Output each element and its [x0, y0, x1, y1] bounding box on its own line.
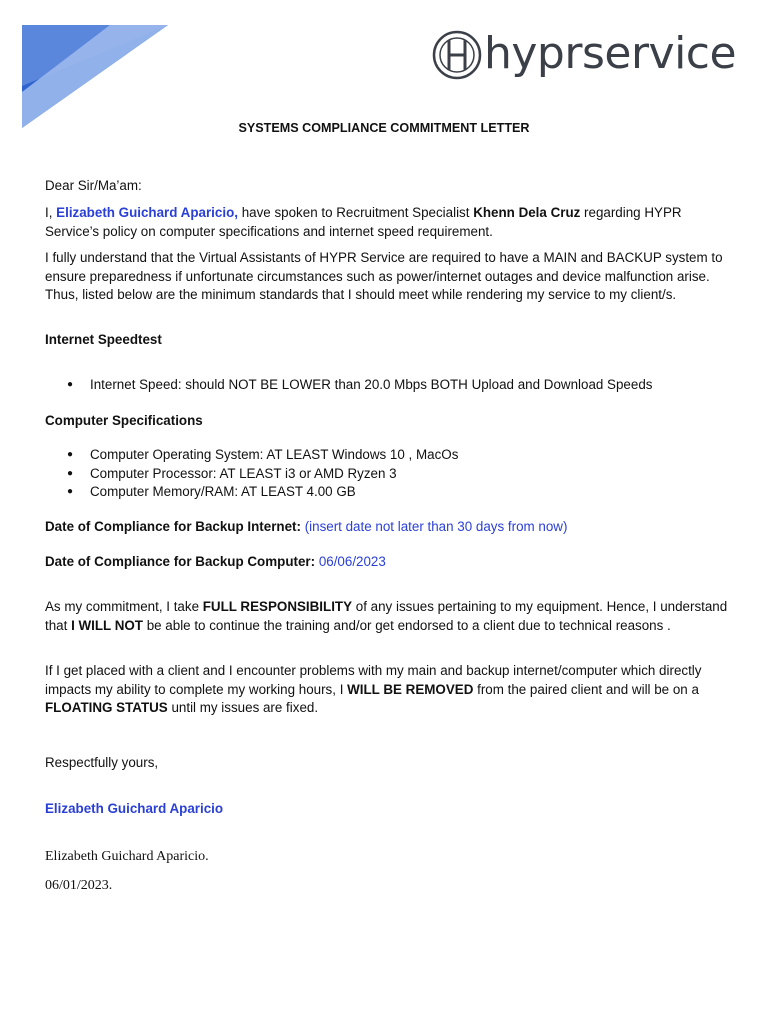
paragraph-consequence [45, 662, 735, 718]
backup-computer-label: Date of Compliance for Backup Computer: [45, 554, 316, 569]
brand-logo [432, 26, 762, 84]
list-item: ● Computer Operating System: AT LEAST Windows 10 , MacOs [45, 446, 725, 465]
computer-heading: Computer Specifications [45, 413, 203, 428]
paragraph-requirements: I fully understand that the Virtual Assistants of HYPR Service are required to have a MAIN and BACKUP system to ensure preparedness if unfortunate circumstances such as power/internet outages and device malfunction arise. Thus, listed below are the minimum standards that I should meet while rendering my service to my client/s. [45, 250, 723, 302]
p3-will-not: I WILL NOT [71, 617, 143, 633]
p1-mid: have spoken to Recruitment Specialist [237, 205, 474, 220]
signature-date: 06/01/2023. [45, 878, 113, 893]
p4-floating-status: FLOATING STATUS [45, 700, 168, 715]
paragraph-commitment [45, 598, 735, 635]
internet-list [45, 376, 725, 395]
p4-will-be-removed: WILL BE REMOVED [347, 681, 474, 697]
logo-wordmark [484, 28, 736, 80]
list-item: ● Computer Memory/RAM: AT LEAST 4.00 GB [45, 483, 725, 502]
backup-computer-value: 06/06/2023 [318, 554, 386, 569]
computer-list [45, 446, 725, 502]
list-item: ● Internet Speed: should NOT BE LOWER than 20.0 Mbps BOTH Upload and Download Speeds [45, 376, 725, 395]
p1-lead: I, [45, 205, 57, 220]
backup-computer-line [45, 553, 735, 572]
internet-heading: Internet Speedtest [45, 332, 162, 347]
applicant-name: Elizabeth Guichard Aparicio, [56, 205, 238, 220]
greeting: Dear Sir/Ma’am: [45, 178, 142, 193]
p3-c: of any issues pertaining to my equipment. Hence, I understand that [45, 599, 728, 633]
p4-e: until my issues are fixed. [167, 700, 319, 715]
logo-prefix: hypr [484, 28, 582, 79]
hypr-logo-icon [432, 28, 482, 82]
p4-a: If I get placed with a client and I encounter problems with my main and backup internet/computer which directly impacts my ability to complete my working hours, I [45, 663, 702, 697]
logo-suffix: service [581, 28, 737, 79]
specialist-name: Khenn Dela Cruz [473, 205, 581, 220]
p4-c: from the paired client and will be on a [473, 681, 699, 697]
document-title: SYSTEMS COMPLIANCE COMMITMENT LETTER [238, 121, 530, 135]
corner-decoration [0, 0, 180, 140]
signature-name: Elizabeth Guichard Aparicio [45, 801, 224, 816]
list-item: ● Computer Processor: AT LEAST i3 or AMD Ryzen 3 [45, 465, 725, 484]
backup-internet-line [45, 518, 735, 537]
p3-e: be able to continue the training and/or get endorsed to a client due to technical reasons . [142, 617, 671, 633]
backup-internet-label: Date of Compliance for Backup Internet: [45, 519, 301, 534]
p3-full-responsibility: FULL RESPONSIBILITY [202, 599, 353, 614]
p3-a: As my commitment, I take [45, 599, 203, 614]
paragraph-intro [45, 204, 735, 241]
closing: Respectfully yours, [45, 755, 159, 770]
signature-typed: Elizabeth Guichard Aparicio. [45, 849, 209, 864]
p1-tail: regarding HYPR Service’s policy on computer specifications and internet speed requirement. [45, 205, 682, 239]
backup-internet-value: (insert date not later than 30 days from now) [304, 519, 568, 534]
